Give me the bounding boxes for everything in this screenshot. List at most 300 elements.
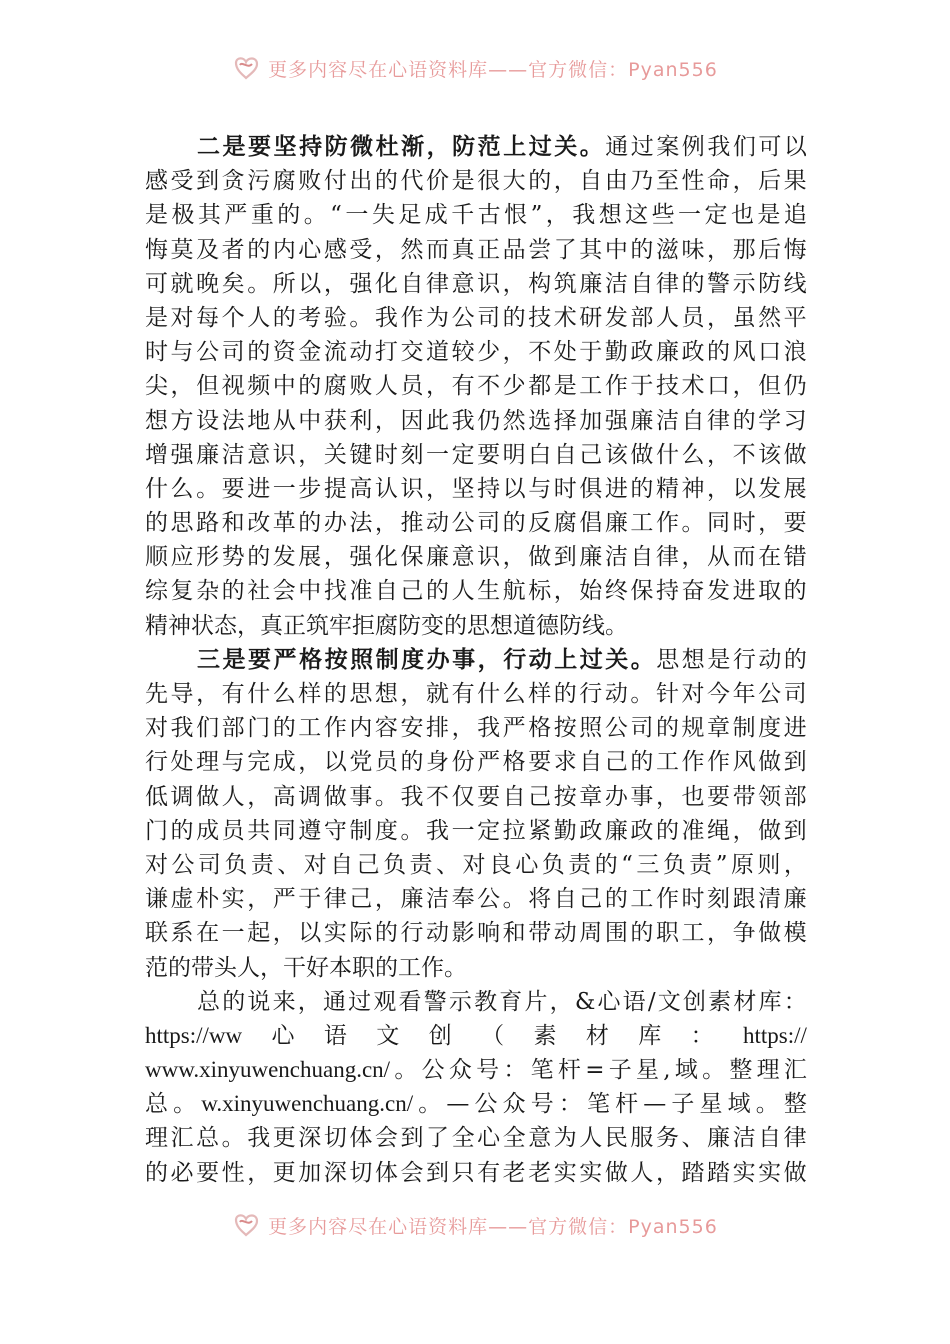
text-char: ，	[426, 373, 450, 400]
text-char: 可	[758, 134, 782, 160]
text-char: 警	[707, 270, 731, 297]
text-char: 时	[553, 475, 577, 502]
text-char: 洁	[221, 441, 245, 468]
text-char: 出	[349, 168, 373, 195]
text-char: 低	[145, 783, 168, 810]
text-char: 俱	[579, 475, 603, 502]
text-char: 自	[400, 270, 424, 297]
text-char: ，	[732, 817, 756, 844]
text-char: 人	[655, 304, 679, 331]
text-char: 洁	[426, 886, 450, 913]
text-char: 时	[145, 339, 168, 366]
text-char: 我	[707, 134, 731, 160]
bold-heading-char: 照	[350, 646, 374, 673]
bold-heading-char: 关	[605, 646, 629, 673]
text-char: 办	[323, 510, 347, 537]
text-char: 部	[783, 783, 807, 810]
text-char: =	[585, 1057, 605, 1084]
text-char: 。	[630, 681, 654, 707]
text-char: ，	[502, 544, 526, 571]
text-char: 是	[145, 202, 168, 229]
text-char: ，	[374, 236, 398, 263]
text-char: 库	[638, 1022, 662, 1049]
text-char: 性	[681, 168, 705, 195]
text-char: 心	[271, 1022, 295, 1049]
text-char: 己	[579, 886, 603, 913]
text-char: 联	[145, 920, 168, 947]
bold-heading-char: 微	[350, 134, 374, 160]
text-char: 做	[604, 1159, 628, 1186]
text-char: 学	[758, 407, 782, 434]
text-char: 受	[349, 236, 373, 263]
text-char: 该	[604, 441, 628, 468]
text-char: 政	[579, 817, 603, 844]
text-char: 人	[221, 783, 245, 810]
text-char: 律	[707, 407, 731, 434]
text-char: ”	[715, 851, 728, 878]
text-char: 人	[374, 373, 398, 400]
text-char: ：	[558, 1091, 582, 1118]
text-char: 深	[298, 1125, 322, 1152]
text-char: 律	[783, 1125, 807, 1152]
bold-heading-char: 行	[503, 646, 527, 673]
text-char: 也	[730, 202, 754, 229]
text-char: 人	[237, 954, 260, 981]
text-char: 复	[170, 578, 194, 605]
text-char: 标	[528, 578, 552, 605]
text-line	[145, 1087, 807, 1121]
text-char: 者	[221, 236, 245, 263]
text-char: 想	[374, 681, 398, 707]
text-char: 么	[681, 441, 705, 468]
text-char: 号	[530, 1091, 554, 1118]
text-char: 公	[758, 681, 782, 707]
text-char: 感	[323, 236, 347, 263]
text-char: 整	[783, 1091, 807, 1118]
text-char: ，	[196, 681, 220, 707]
text-char: ：	[783, 988, 807, 1015]
text-char: ，	[247, 783, 271, 810]
text-char: https://	[743, 1022, 807, 1048]
text-char: 时	[681, 886, 705, 913]
text-char: ，	[707, 920, 731, 947]
text-char: 的	[502, 510, 526, 537]
text-char: ，	[260, 954, 283, 981]
text-char: 与	[528, 475, 552, 502]
text-char: 的	[247, 544, 271, 571]
text-char: 体	[374, 1159, 398, 1186]
bold-heading-char: 是	[222, 646, 246, 673]
text-char: 的	[502, 304, 526, 331]
text-char: 公	[196, 339, 220, 366]
text-char: 虚	[170, 886, 194, 913]
text-char: 付	[323, 168, 347, 195]
text-char: 进	[783, 715, 807, 742]
text-char: 那	[732, 236, 756, 263]
text-char: 明	[502, 441, 526, 468]
text-char: 败	[349, 373, 373, 400]
text-char: ，	[272, 920, 296, 947]
text-char: 很	[477, 168, 501, 195]
text-char: 过	[348, 988, 372, 1015]
text-char: 到	[196, 168, 220, 195]
text-char: 感	[145, 168, 168, 195]
text-char: 德	[536, 612, 559, 639]
text-char: www.xinyuwenchuang.cn/	[145, 1057, 391, 1083]
text-char: 做	[630, 441, 654, 468]
text-char: 势	[221, 544, 245, 571]
text-char: 门	[247, 715, 271, 742]
text-char: 。	[196, 475, 220, 502]
text-char: 高	[272, 783, 296, 810]
text-char: 笔	[530, 1057, 554, 1084]
text-char: 公	[451, 304, 475, 331]
bold-heading-char: 防	[452, 134, 476, 160]
text-char: 我	[477, 715, 501, 742]
text-char: 研	[579, 304, 603, 331]
text-char: 党	[349, 749, 373, 776]
text-char: 做	[783, 441, 807, 468]
text-char: 针	[655, 681, 679, 707]
text-char: 度	[374, 817, 398, 844]
text-char: 领	[758, 783, 782, 810]
text-char: 责	[250, 851, 274, 878]
text-char: 什	[477, 681, 501, 707]
text-char: 技	[528, 304, 552, 331]
text-line	[145, 438, 807, 472]
text-char: 恨	[504, 202, 528, 229]
text-char: 。	[444, 954, 467, 981]
text-char: 来	[272, 988, 296, 1015]
text-char: 动	[758, 646, 782, 673]
text-char: 廉	[400, 886, 424, 913]
text-char: ，	[553, 168, 577, 195]
text-char: 口	[758, 339, 782, 366]
text-char: 会	[272, 578, 296, 605]
text-char: 更	[272, 1159, 296, 1186]
text-char: 己	[579, 441, 603, 468]
text-char: 的	[783, 646, 807, 673]
text-char: 也	[681, 783, 705, 810]
text-char: 系	[170, 920, 194, 947]
text-char: 是	[553, 373, 577, 400]
text-char: 责	[568, 851, 592, 878]
text-char: 库	[758, 988, 782, 1015]
text-char: 变	[421, 612, 444, 639]
text-char: 是	[757, 202, 781, 229]
text-char: ，	[758, 510, 782, 537]
text-char: 牢	[329, 612, 352, 639]
text-char: 的	[221, 578, 245, 605]
bold-heading-char: 上	[503, 134, 527, 160]
text-char: 防	[398, 612, 421, 639]
text-char: ，	[783, 851, 807, 878]
text-char: 自	[758, 1125, 782, 1152]
text-char: 杂	[196, 578, 220, 605]
text-char: 求	[553, 749, 577, 776]
text-line	[145, 540, 807, 574]
text-char: 真	[260, 612, 283, 639]
text-char: 起	[247, 920, 271, 947]
text-char: 的	[444, 612, 467, 639]
text-char: 带	[528, 920, 552, 947]
text-line	[145, 1019, 807, 1053]
text-char: 按	[553, 783, 577, 810]
text-char: 。	[303, 202, 327, 229]
text-char: 的	[707, 339, 731, 366]
text-char: 不	[528, 339, 552, 366]
text-char: 廉	[707, 1125, 731, 1152]
text-char: 有	[451, 373, 475, 400]
text-char: 到	[426, 1159, 450, 1186]
text-char: 。	[400, 817, 424, 844]
text-char: 人	[630, 1159, 654, 1186]
text-char: 要	[477, 441, 501, 468]
text-char: 格	[502, 749, 526, 776]
text-char: 全	[502, 1125, 526, 1152]
text-char: 打	[374, 339, 398, 366]
text-char: 好	[306, 954, 329, 981]
text-char: 的	[323, 681, 347, 707]
text-char: 朴	[196, 886, 220, 913]
text-char: 到	[400, 1125, 424, 1152]
text-char: 交	[400, 339, 424, 366]
text-char: 公	[477, 886, 501, 913]
text-char: 于	[579, 339, 603, 366]
text-char: ，	[549, 988, 573, 1015]
text-char: 线	[783, 270, 807, 297]
text-char: 严	[272, 886, 296, 913]
text-line	[145, 609, 807, 643]
document-body	[145, 130, 807, 1190]
text-char: 什	[145, 475, 168, 502]
bold-heading-char: 。	[579, 134, 603, 160]
text-char: 星	[636, 1057, 659, 1084]
text-char: 工	[630, 510, 654, 537]
text-char: 年	[732, 681, 756, 707]
text-char: 对	[303, 851, 327, 878]
text-char: 容	[374, 715, 398, 742]
text-char: 足	[398, 202, 422, 229]
text-char: 先	[145, 681, 168, 707]
text-char: 极	[171, 202, 195, 229]
bold-heading-char: 持	[299, 134, 323, 160]
text-char: ，	[553, 578, 577, 605]
text-char: 廉	[604, 510, 628, 537]
text-char: 负	[383, 851, 407, 878]
text-char: 但	[758, 373, 782, 400]
text-char: 汇	[170, 1125, 194, 1152]
text-char: 思	[656, 646, 680, 673]
text-char: 办	[604, 783, 628, 810]
text-char: 工	[630, 886, 654, 913]
text-char: ，	[502, 270, 526, 297]
text-line	[145, 472, 807, 506]
text-char: 导	[170, 681, 194, 707]
bold-heading-char: 三	[197, 646, 220, 673]
text-char: ，	[426, 475, 450, 502]
text-char: 号	[476, 1057, 500, 1084]
text-char: 示	[448, 988, 472, 1015]
text-char: 。	[394, 1057, 418, 1084]
text-char: 的	[783, 578, 807, 605]
bold-heading-char: 过	[528, 134, 552, 160]
text-char: 化	[374, 544, 398, 571]
text-char: 章	[707, 715, 731, 742]
text-char: 终	[604, 578, 628, 605]
text-char: 的	[630, 920, 654, 947]
text-char: 真	[451, 236, 475, 263]
text-char: 员	[681, 304, 705, 331]
text-char: “	[621, 851, 633, 878]
text-char: 想	[145, 407, 168, 434]
text-char: 筑	[553, 270, 577, 297]
text-char: 工	[298, 715, 322, 742]
text-char: 什	[655, 441, 679, 468]
text-char: 于	[630, 373, 654, 400]
text-char: 我	[374, 304, 398, 331]
text-char: ，	[374, 510, 398, 537]
text-char: 然	[502, 407, 526, 434]
text-char: 的	[298, 510, 322, 537]
text-char: 带	[191, 954, 214, 981]
text-char: 域	[727, 1091, 751, 1118]
text-char: 强	[170, 441, 194, 468]
text-char: 推	[400, 510, 424, 537]
text-char: 的	[528, 168, 552, 195]
text-char: 对	[145, 715, 168, 742]
text-char: 防	[758, 270, 782, 297]
text-char: 精	[655, 475, 679, 502]
bold-heading-char: 度	[401, 646, 425, 673]
text-line	[145, 1156, 807, 1190]
text-char: 己	[356, 851, 380, 878]
text-line	[145, 985, 807, 1019]
text-char: 通	[322, 988, 346, 1015]
text-char: 选	[528, 407, 552, 434]
text-char: 展	[298, 544, 322, 571]
text-char: /	[647, 988, 656, 1015]
text-char: 理	[145, 1125, 168, 1152]
bold-heading-char: 动	[528, 646, 552, 673]
text-line	[145, 233, 807, 267]
text-char: 示	[732, 270, 756, 297]
text-char: 样	[298, 681, 322, 707]
text-char: 样	[528, 681, 552, 707]
text-char: 进	[732, 578, 756, 605]
text-line	[145, 951, 807, 985]
text-char: 按	[553, 715, 577, 742]
bold-heading-char: 按	[324, 646, 348, 673]
text-char: 通	[605, 134, 629, 160]
text-char: 强	[604, 407, 628, 434]
text-char: 公	[451, 510, 475, 537]
text-char: 味	[681, 236, 705, 263]
text-char: 态	[214, 612, 237, 639]
text-char: 司	[221, 339, 245, 366]
text-char: 工	[655, 749, 679, 776]
text-char: 流	[323, 339, 347, 366]
text-char: 的	[145, 1159, 168, 1186]
text-char: 悔	[783, 236, 807, 263]
text-char: 切	[349, 1159, 373, 1186]
text-char: ，	[707, 441, 731, 468]
text-char: 资	[272, 339, 296, 366]
text-char: 勤	[604, 339, 628, 366]
text-char: 实	[758, 1159, 782, 1186]
text-char: 利	[349, 407, 373, 434]
text-char: 规	[681, 715, 705, 742]
text-char: 调	[170, 783, 194, 810]
text-char: 响	[477, 920, 501, 947]
text-char: 尝	[528, 236, 552, 263]
text-char: 素	[708, 988, 732, 1015]
text-char: 职	[655, 920, 679, 947]
text-char: 应	[170, 544, 194, 571]
text-char: 正	[283, 612, 306, 639]
text-char: 动	[426, 510, 450, 537]
text-char: 笔	[586, 1091, 610, 1118]
text-char: 带	[732, 783, 756, 810]
text-char: 政	[630, 339, 654, 366]
text-char: 负	[541, 851, 565, 878]
text-char: 术	[553, 304, 577, 331]
text-char: 。	[173, 1091, 197, 1118]
text-char: 踏	[707, 1159, 731, 1186]
text-char: 强	[349, 270, 373, 297]
text-char: 杆	[615, 1091, 639, 1118]
text-char: 的	[594, 851, 618, 878]
text-char: 头	[214, 954, 237, 981]
text-char: 的	[604, 886, 628, 913]
text-char: 理	[196, 749, 220, 776]
text-char: 做	[758, 749, 782, 776]
text-char: 星	[699, 1091, 723, 1118]
text-char: 的	[375, 954, 398, 981]
text-char: 在	[196, 920, 220, 947]
text-char: 众	[448, 1057, 472, 1084]
text-char: 的	[630, 236, 654, 263]
text-char: 必	[170, 1159, 194, 1186]
text-char: 司	[477, 510, 501, 537]
text-char: 成	[196, 817, 220, 844]
text-char: 律	[655, 544, 679, 571]
text-char: 自	[681, 407, 705, 434]
text-char: 。	[374, 783, 398, 810]
text-char: 廉	[426, 544, 450, 571]
bold-heading-char: 关	[554, 134, 578, 160]
text-char: 公	[421, 1057, 445, 1084]
text-char: 清	[758, 886, 782, 913]
text-char: 要	[707, 783, 731, 810]
text-char: 。	[502, 886, 526, 913]
text-char: 精	[145, 612, 168, 639]
text-char: 部	[630, 304, 654, 331]
text-char: 实	[221, 886, 245, 913]
text-char: 法	[221, 407, 245, 434]
text-char: 做	[758, 817, 782, 844]
text-line	[145, 814, 807, 848]
text-char: 术	[681, 373, 705, 400]
text-char: 的	[247, 236, 271, 263]
text-char: 人	[579, 1125, 603, 1152]
text-char: 己	[604, 749, 628, 776]
text-char: 一	[678, 202, 702, 229]
text-char: 败	[298, 168, 322, 195]
bold-heading-char: 办	[426, 646, 450, 673]
text-char: 我	[426, 817, 450, 844]
text-char: 严	[224, 202, 248, 229]
